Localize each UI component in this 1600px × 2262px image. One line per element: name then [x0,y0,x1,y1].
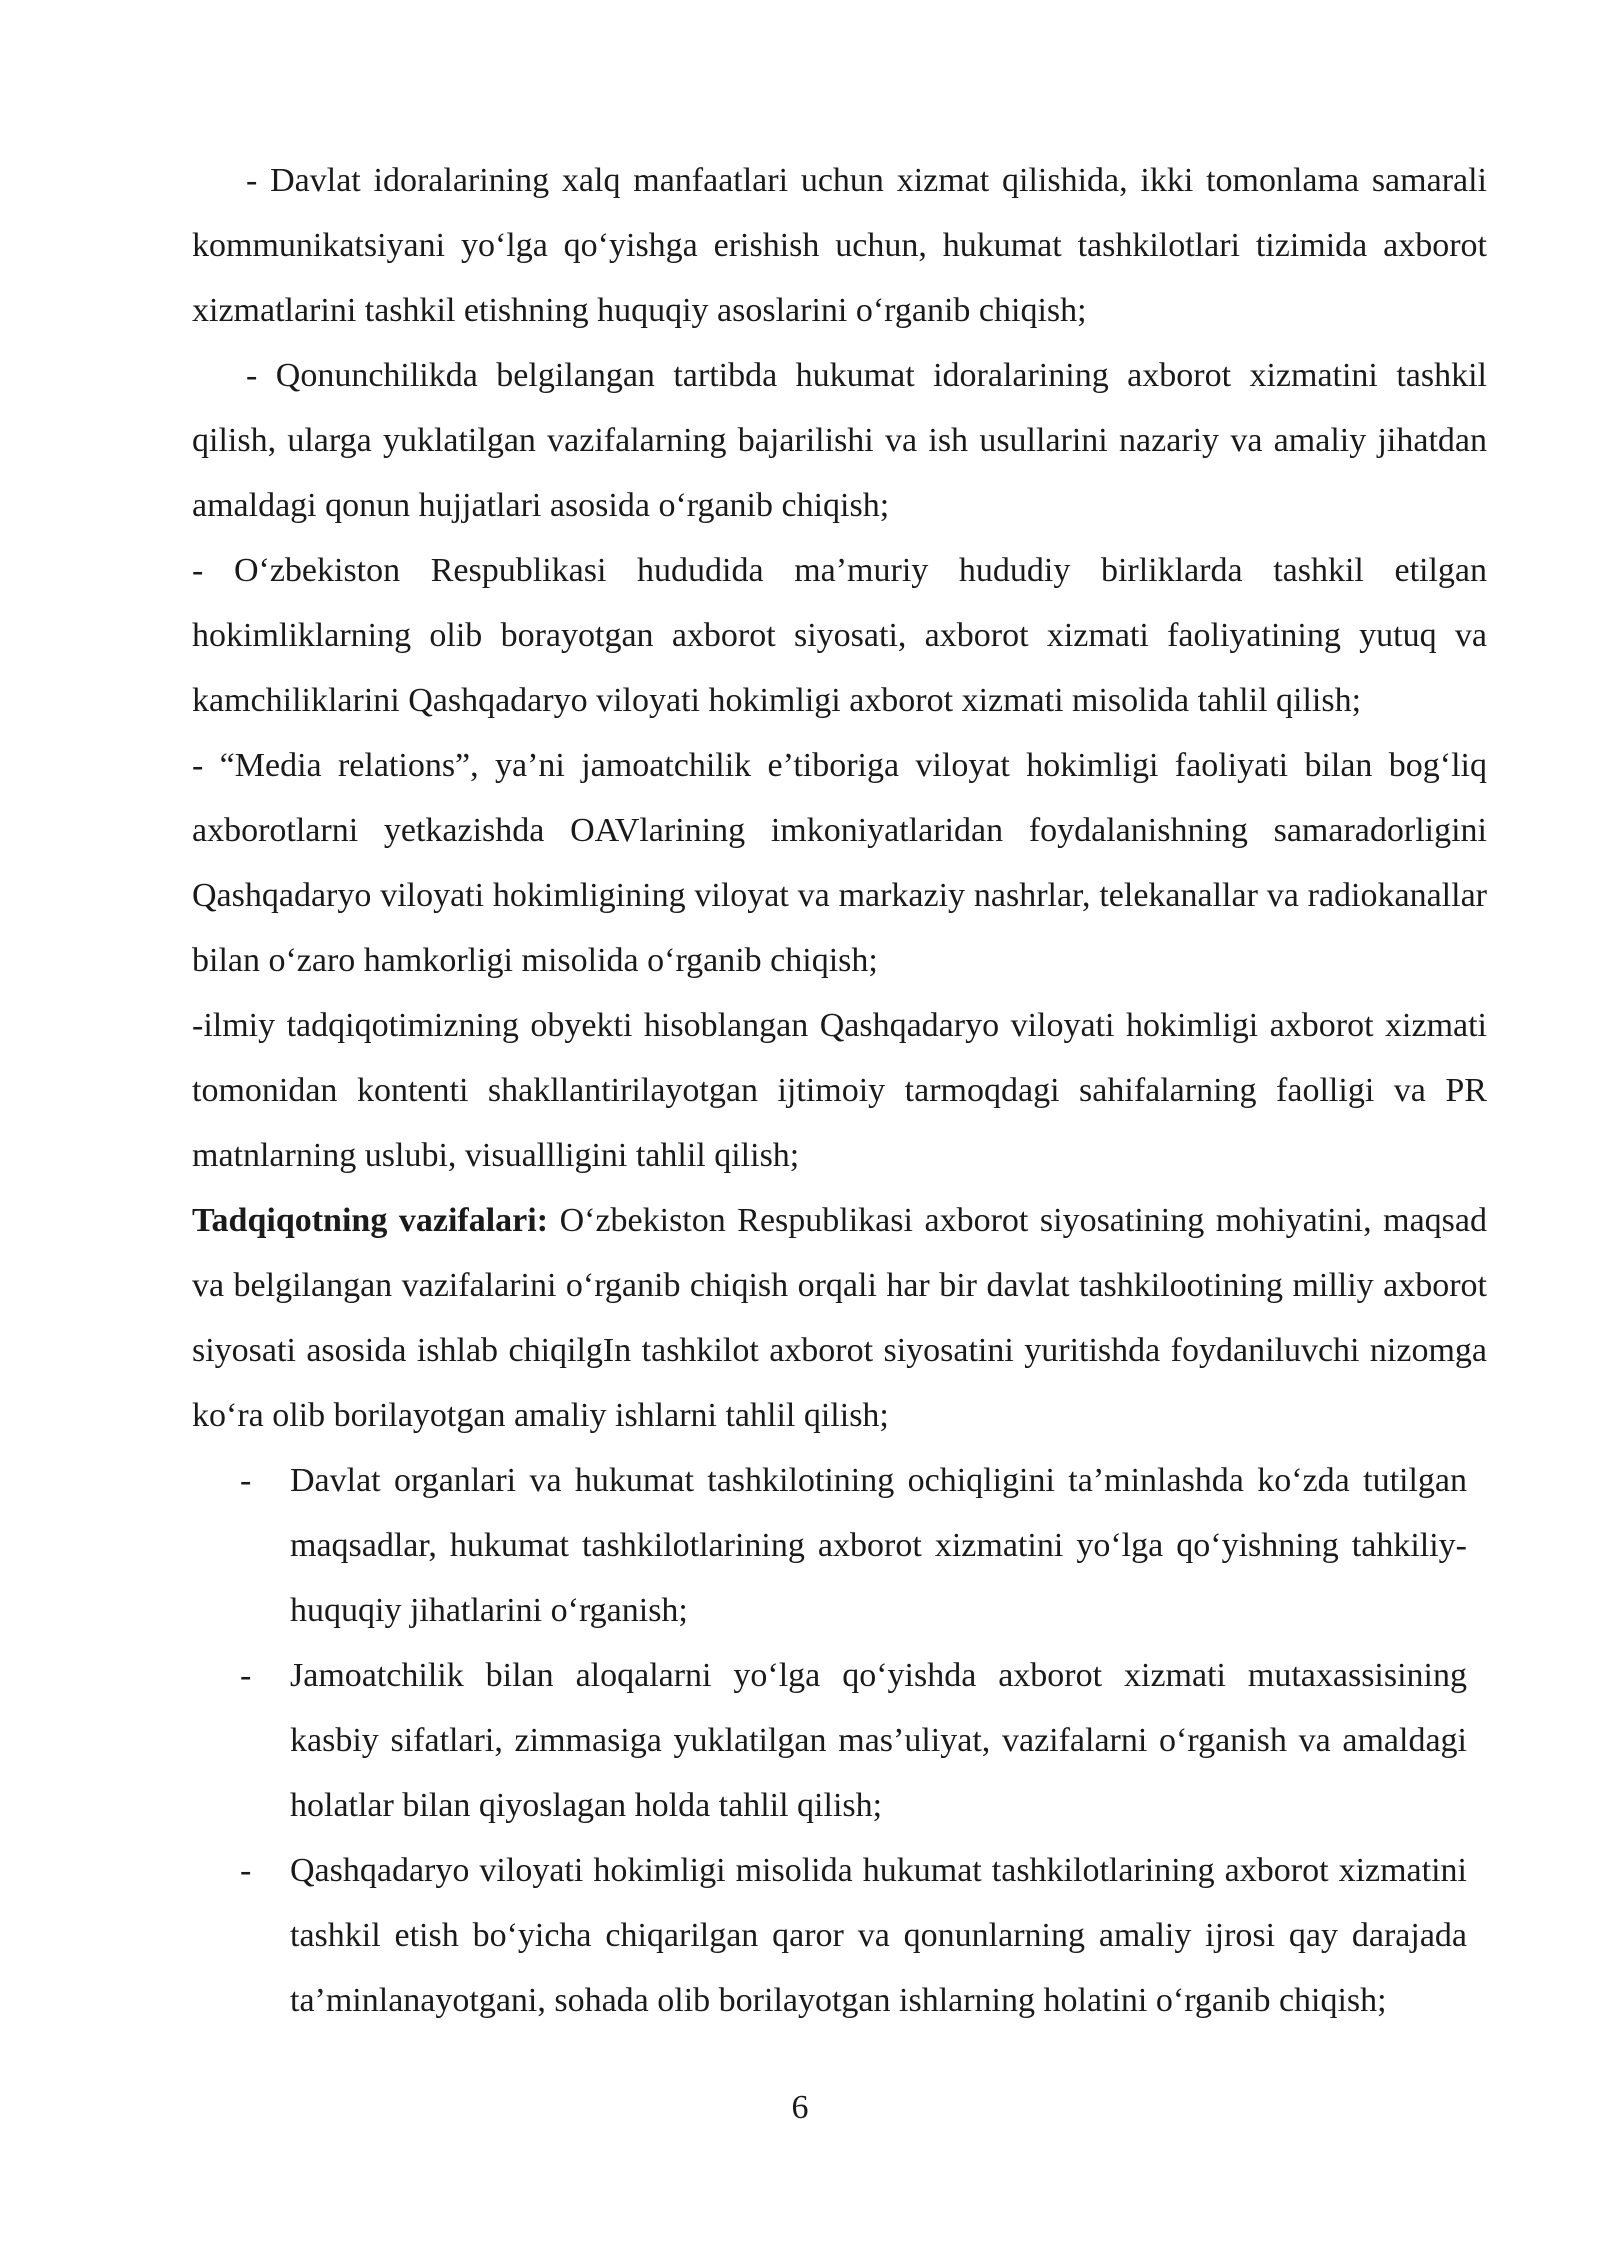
paragraph-media-relations: - “Media relations”, ya’ni jamoatchilik e’tiboriga viloyat hokimligi faoliyati bilan bog‘liq axborotlarni yetkazishda OAVlarining imkoniyatlaridan foydalanishning samaradorligini Qashqadaryo viloyati hokimligining viloyat va markaziy nashrlar, telekanallar va radiokanallar bilan o‘zaro hamkorligi misolida o‘rganib chiqish; [192,747,1487,979]
paragraph-research-object: -ilmiy tadqiqotimizning obyekti hisoblangan Qashqadaryo viloyati hokimligi axborot xizmati tomonidan kontenti shakllantirilayotgan ijtimoiy tarmoqdagi sahifalarning faolligi va PR matnlarning uslubi, visuallligini tahlil qilish; [192,1007,1487,1174]
paragraph-legislation: - Qonunchilikda belgilangan tartibda hukumat idoralarining axborot xizmatini tashkil qilish, ularga yuklatilgan vazifalarning bajarilishi va ish usullarini nazariy va amaliy jihatdan amaldagi qonun hujjatlari asosida o‘rganib chiqish; [192,357,1487,524]
list-item [192,1643,1467,1838]
list-item [192,1448,1467,1643]
research-tasks-text: O‘zbekiston Respublikasi axborot siyosatining mohiyatini, maqsad va belgilangan vazifalarini o‘rganib chiqish orqali har bir davlat tashkilootining milliy axborot siyosati asosida ishlab chiqilgIn tashkilot axborot siyosatini yuritishda foydaniluvchi nizomga ko‘ra olib borilayotgan amaliy ishlarni tahlil qilish; [192,1202,1487,1434]
list-dash-marker: - [240,1852,252,1889]
paragraph-legal-basis: - Davlat idoralarining xalq manfaatlari uchun xizmat qilishida, ikki tomonlama samarali kommunikatsiyani yo‘lga qo‘yishga erishish uchun, hukumat tashkilotlari tizimida axborot xizmatlarini tashkil etishning huquqiy asoslarini o‘rganib chiqish; [192,162,1487,329]
list-dash-marker: - [240,1657,252,1694]
list-item-text: Qashqadaryo viloyati hokimligi misolida hukumat tashkilotlarining axborot xizmatini tashkil etish bo‘yicha chiqarilgan qaror va qonunlarning amaliy ijrosi qay darajada ta’minlanayotgani, sohada olib borilayotgan ishlarning holatini o‘rganib chiqish; [290,1852,1467,2019]
paragraph-research-tasks [192,1188,1487,1448]
research-tasks-heading: Tadqiqotning vazifalari: [192,1202,549,1239]
tasks-list [192,1448,1467,2033]
page-number: 6 [791,2089,809,2126]
list-dash-marker: - [240,1462,252,1499]
list-item [192,1838,1467,2033]
page-content [192,148,1487,2033]
paragraph-regional-policy: - O‘zbekiston Respublikasi hududida ma’muriy hududiy birliklarda tashkil etilgan hokimliklarning olib borayotgan axborot siyosati, axborot xizmati faoliyatining yutuq va kamchiliklarini Qashqadaryo viloyati hokimligi axborot xizmati misolida tahlil qilish; [192,552,1487,719]
list-item-text: Davlat organlari va hukumat tashkilotining ochiqligini ta’minlashda ko‘zda tutilgan maqsadlar, hukumat tashkilotlarining axborot xizmatini yo‘lga qo‘yishning tahkiliy-huquqiy jihatlarini o‘rganish; [290,1462,1467,1629]
list-item-text: Jamoatchilik bilan aloqalarni yo‘lga qo‘yishda axborot xizmati mutaxassisining kasbiy sifatlari, zimmasiga yuklatilgan mas’uliyat, vazifalarni o‘rganish va amaldagi holatlar bilan qiyoslagan holda tahlil qilish; [290,1657,1467,1824]
